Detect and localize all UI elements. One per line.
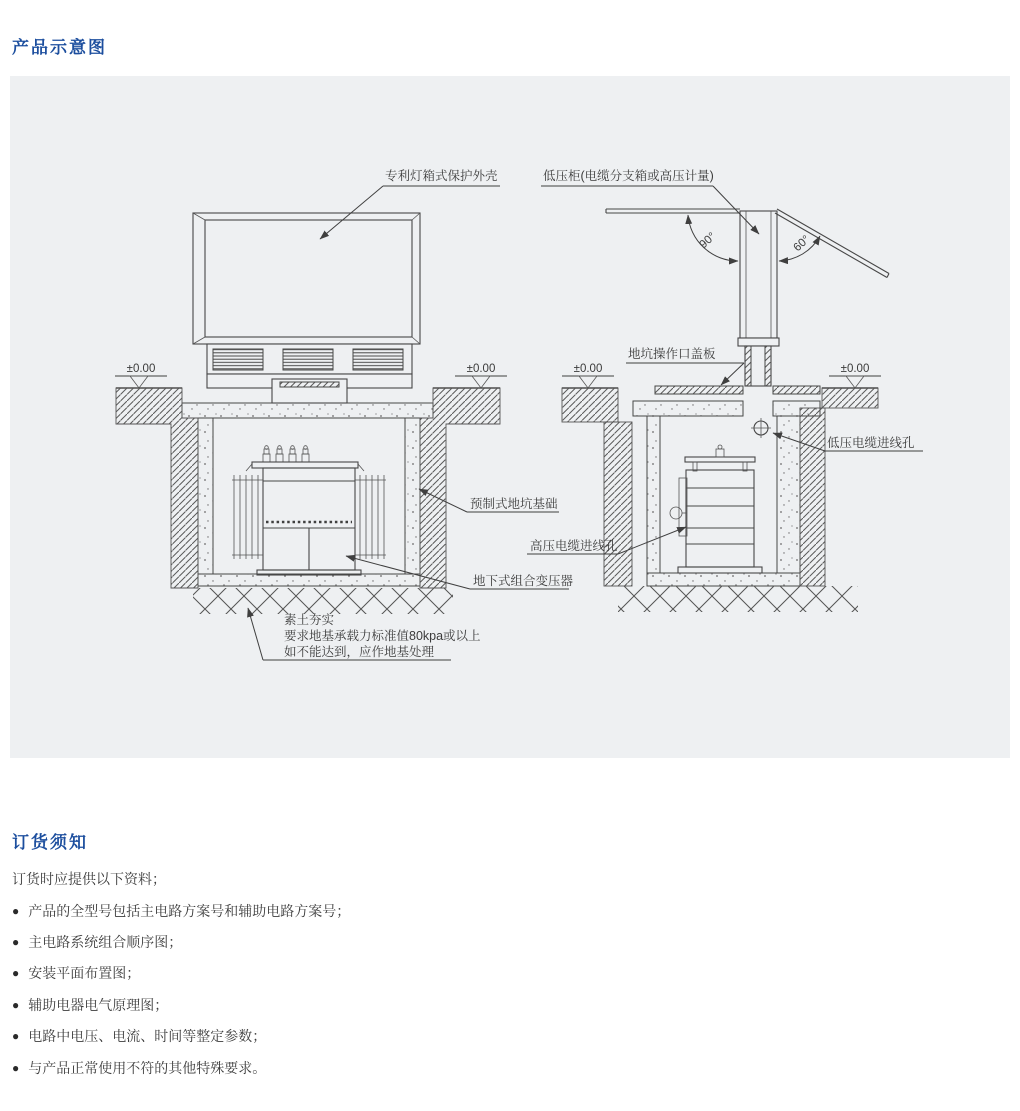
datum-marker-4 <box>829 363 881 388</box>
transformer-front <box>232 446 386 575</box>
list-item-text: 产品的全型号包括主电路方案号和辅助电路方案号； <box>28 902 351 919</box>
right-view <box>527 168 923 612</box>
bullet-icon: ● <box>12 1029 20 1044</box>
datum-marker-2 <box>455 363 507 388</box>
bullet-icon: ● <box>12 997 20 1012</box>
ordering-intro: 订货时应提供以下资料； <box>12 871 166 887</box>
lightbox-shell <box>193 213 420 344</box>
radiator-left <box>232 475 263 559</box>
list-item-text: 主电路系统组合顺序图； <box>28 934 183 951</box>
lv-cable-hole-symbol <box>751 418 771 438</box>
datum-label: ±0.00 <box>573 363 603 375</box>
section-title-ordering: 订货须知 <box>12 833 88 852</box>
angle-90-label: 90° <box>697 230 719 252</box>
pit-cover-plate <box>773 386 820 394</box>
bullet-icon: ● <box>12 935 20 950</box>
label-lv-cabinet <box>541 168 759 234</box>
cabinet-door-left <box>606 209 740 213</box>
page-title: 产品示意图 <box>12 38 107 57</box>
datum-label: ±0.00 <box>126 363 156 375</box>
list-item <box>12 1021 350 1052</box>
list-item-text: 安装平面布置图； <box>28 965 141 982</box>
svg-text:素土夯实: 素土夯实 <box>284 613 335 627</box>
list-item-text: 电路中电压、电流、时间等整定参数； <box>28 1028 267 1045</box>
angle-60-label: 60° <box>791 233 813 255</box>
pit-left <box>182 403 453 614</box>
label-soil-note <box>248 608 481 660</box>
list-item-text: 辅助电器电气原理图； <box>28 996 169 1013</box>
schematic-panel <box>10 76 1010 758</box>
cabinet-door-right <box>775 209 889 278</box>
svg-text:要求地基承载力标准值80kpa或以上: 要求地基承载力标准值80kpa或以上 <box>284 629 481 643</box>
label-pit-cover-plate <box>626 346 744 385</box>
datum-marker-3 <box>562 363 614 388</box>
left-view <box>115 168 574 660</box>
louver-base <box>207 344 412 403</box>
bushings <box>263 446 309 462</box>
datum-marker-1 <box>115 363 167 388</box>
list-item <box>12 895 350 926</box>
svg-text:低压柜(电缆分支箱或高压计量): 低压柜(电缆分支箱或高压计量) <box>543 169 714 183</box>
datum-label: ±0.00 <box>466 363 496 375</box>
transformer-side <box>670 445 762 573</box>
bullet-icon: ● <box>12 1060 20 1075</box>
ground-right <box>562 388 878 586</box>
svg-text:地下式组合变压器: 地下式组合变压器 <box>473 574 574 588</box>
list-item-text: 与产品正常使用不符的其他特殊要求。 <box>28 1059 267 1076</box>
svg-text:低压电缆进线孔: 低压电缆进线孔 <box>827 436 915 450</box>
lv-cabinet <box>738 211 779 386</box>
product-schematic-svg <box>10 76 1010 758</box>
radiator-right <box>355 475 386 559</box>
svg-text:专利灯箱式保护外壳: 专利灯箱式保护外壳 <box>385 169 498 183</box>
ordering-list <box>12 895 350 1083</box>
svg-text:如不能达到，应作地基处理: 如不能达到，应作地基处理 <box>284 645 435 659</box>
svg-text:预制式地坑基础: 预制式地坑基础 <box>470 497 558 511</box>
list-item <box>12 1052 350 1083</box>
datum-label: ±0.00 <box>840 363 870 375</box>
angle-60 <box>779 233 820 261</box>
list-item <box>12 958 350 989</box>
list-item <box>12 989 350 1020</box>
svg-text:高压电缆进线孔: 高压电缆进线孔 <box>530 539 618 553</box>
bullet-icon: ● <box>12 966 20 981</box>
list-item <box>12 926 350 957</box>
bullet-icon: ● <box>12 903 20 918</box>
svg-text:地坑操作口盖板: 地坑操作口盖板 <box>628 347 716 361</box>
angle-90 <box>688 215 738 261</box>
pit-cover-plate <box>655 386 743 394</box>
